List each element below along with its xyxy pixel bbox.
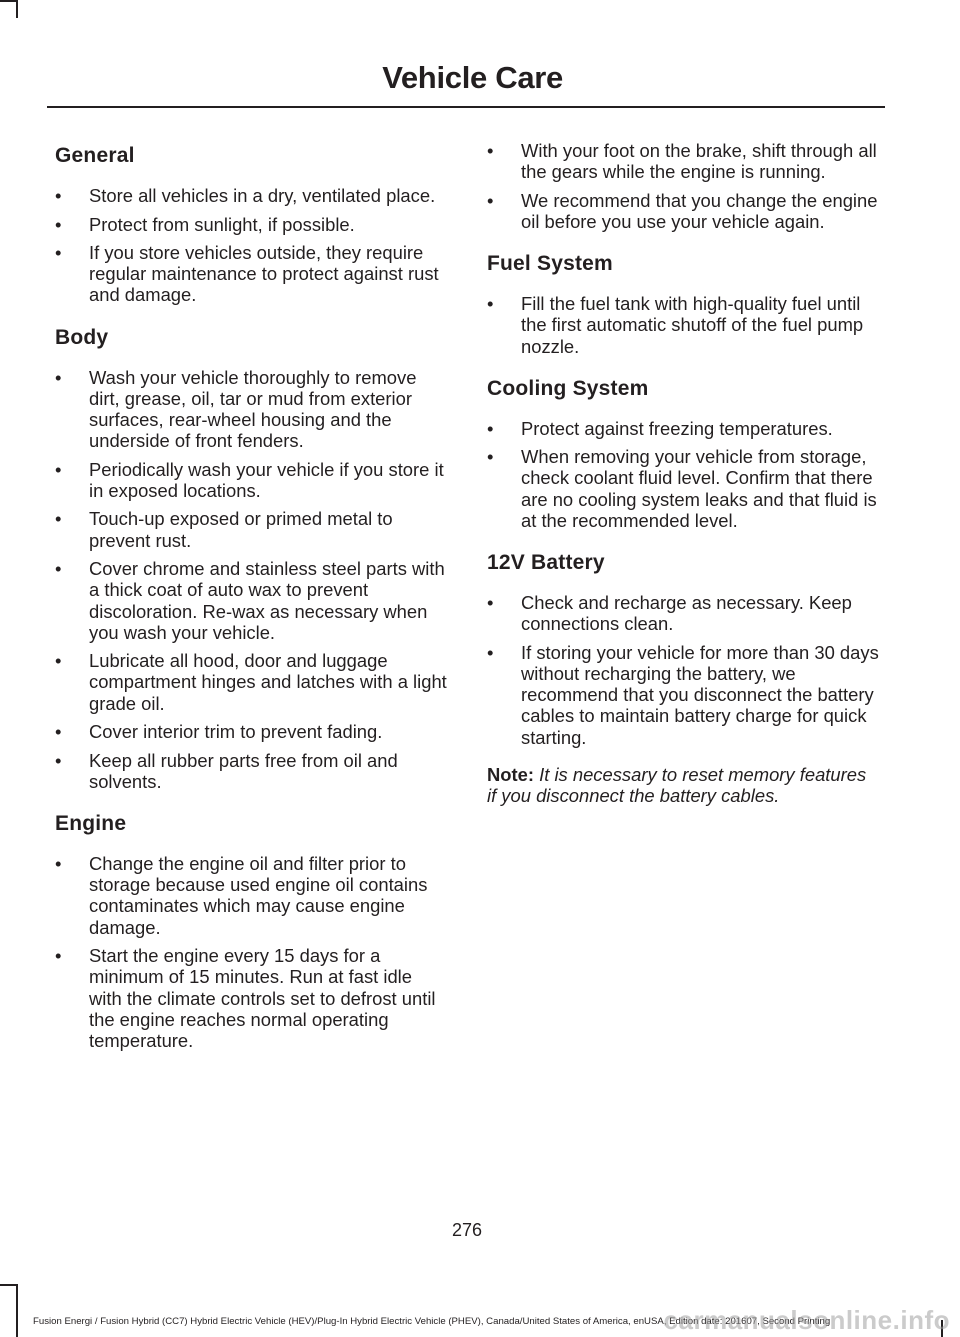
list-item [55,853,447,938]
list-engine [55,853,447,1051]
list-item-text: If you store vehicles outside, they require regular maintenance to protect against rust and damage. [89,242,439,306]
list-item-text: Store all vehicles in a dry, ventilated place. [89,185,436,206]
list-engine-continued [487,140,879,232]
section-heading-cooling-system: Cooling System [487,376,649,400]
list-item-text: Start the engine every 15 days for a minimum of 15 minutes. Run at fast idle with the climate controls set to defrost until the engine reaches normal operating temperature. [89,945,436,1051]
crop-mark-top-left-vertical [16,0,18,18]
list-item [55,185,447,206]
bullet: • [487,592,494,614]
bullet: • [55,721,62,743]
page-number: 276 [451,1220,483,1240]
list-item [55,945,447,1051]
bullet: • [55,185,62,206]
crop-mark-top-left [0,0,17,2]
list-item [55,214,447,235]
section-heading-fuel-system: Fuel System [487,252,613,276]
list-item [487,418,879,439]
list-item-text: If storing your vehicle for more than 30 days without recharging the battery, we recommend that you disconnect the battery cables to maintain battery charge for quick starting. [521,641,879,748]
section-heading-body: Body [55,325,109,349]
left-column [55,140,447,1067]
list-item [487,140,879,182]
list-item [55,750,447,792]
list-item-text: We recommend that you change the engine oil before you use your vehicle again. [521,189,878,232]
list-item-text: Lubricate all hood, door and luggage compartment hinges and latches with a light grade oil. [89,650,447,714]
section-heading-general: General [55,144,135,167]
bullet: • [55,213,62,235]
list-item [55,558,447,643]
bullet: • [55,945,62,967]
bullet: • [55,366,62,388]
bullet: • [55,650,62,672]
list-item-text: Touch-up exposed or primed metal to prevent rust. [89,508,393,551]
list-body [55,367,447,792]
list-item [487,293,879,357]
crop-mark-bottom-left [0,1284,17,1286]
list-item [487,592,879,634]
list-general [55,185,447,306]
bullet: • [487,641,494,663]
bullet: • [55,749,62,771]
list-item-text: Cover interior trim to prevent fading. [89,721,383,743]
list-item-text: Wash your vehicle thoroughly to remove dirt, grease, oil, tar or mud from exterior surfaces, rear-wheel housing and the underside of front fenders. [89,366,417,452]
list-item-text: Periodically wash your vehicle if you store it in exposed locations. [89,458,444,501]
section-heading-12v-battery: 12V Battery [487,551,605,575]
list-item [55,242,447,306]
page-title: Vehicle Care [382,60,563,95]
watermark: carmanualsonline.info [663,1305,950,1335]
list-item-text: Change the engine oil and filter prior to storage because used engine oil contains contaminates which may cause engine damage. [89,853,428,938]
section-heading-engine: Engine [55,812,127,836]
bullet: • [487,293,494,315]
bullet: • [55,853,62,875]
list-item-text: Protect against freezing temperatures. [521,417,833,439]
bullet: • [55,508,62,530]
bullet: • [487,140,494,161]
list-cooling-system [487,418,879,531]
list-12v-battery [487,592,879,748]
crop-mark-bottom-left-vertical [16,1284,18,1337]
bullet: • [487,446,494,468]
list-item [55,508,447,550]
bullet: • [55,242,62,263]
list-item-text: Protect from sunlight, if possible. [89,213,355,235]
bullet: • [487,417,494,439]
list-item [487,446,879,531]
list-item-text: Fill the fuel tank with high-quality fuel until the first automatic shutoff of the fuel pump nozzle. [521,293,864,357]
note [487,764,879,806]
list-item-text: Cover chrome and stainless steel parts with a thick coat of auto wax to prevent discoloration. Re-wax as necessary when you wash your vehicle. [89,558,445,643]
list-item-text: Check and recharge as necessary. Keep connections clean. [521,592,852,635]
bullet: • [55,558,62,580]
list-item [487,642,879,748]
title-divider [47,106,885,108]
footer-edition-info: Fusion Energi / Fusion Hybrid (CC7) Hybrid Electric Vehicle (HEV)/Plug-In Hybrid Electric Vehicle (PHEV), Canada/United States of America, enUSA, Edition date: 201607, Second Printing [33,1316,831,1327]
right-column [487,140,879,806]
bullet: • [55,458,62,480]
list-item [487,190,879,232]
list-item-text: When removing your vehicle from storage, check coolant fluid level. Confirm that there are no cooling system leaks and that fluid is at the recommended level. [521,446,877,531]
list-item [55,367,447,452]
list-item [55,650,447,714]
list-item-text: Keep all rubber parts free from oil and solvents. [89,749,398,792]
note-text: It is necessary to reset memory features if you disconnect the battery cables. [487,763,867,806]
list-item [55,721,447,742]
list-item-text: With your foot on the brake, shift through all the gears while the engine is running. [521,140,877,183]
list-fuel-system [487,293,879,357]
note-label: Note: [487,763,534,785]
bullet: • [487,189,494,211]
list-item [55,459,447,501]
